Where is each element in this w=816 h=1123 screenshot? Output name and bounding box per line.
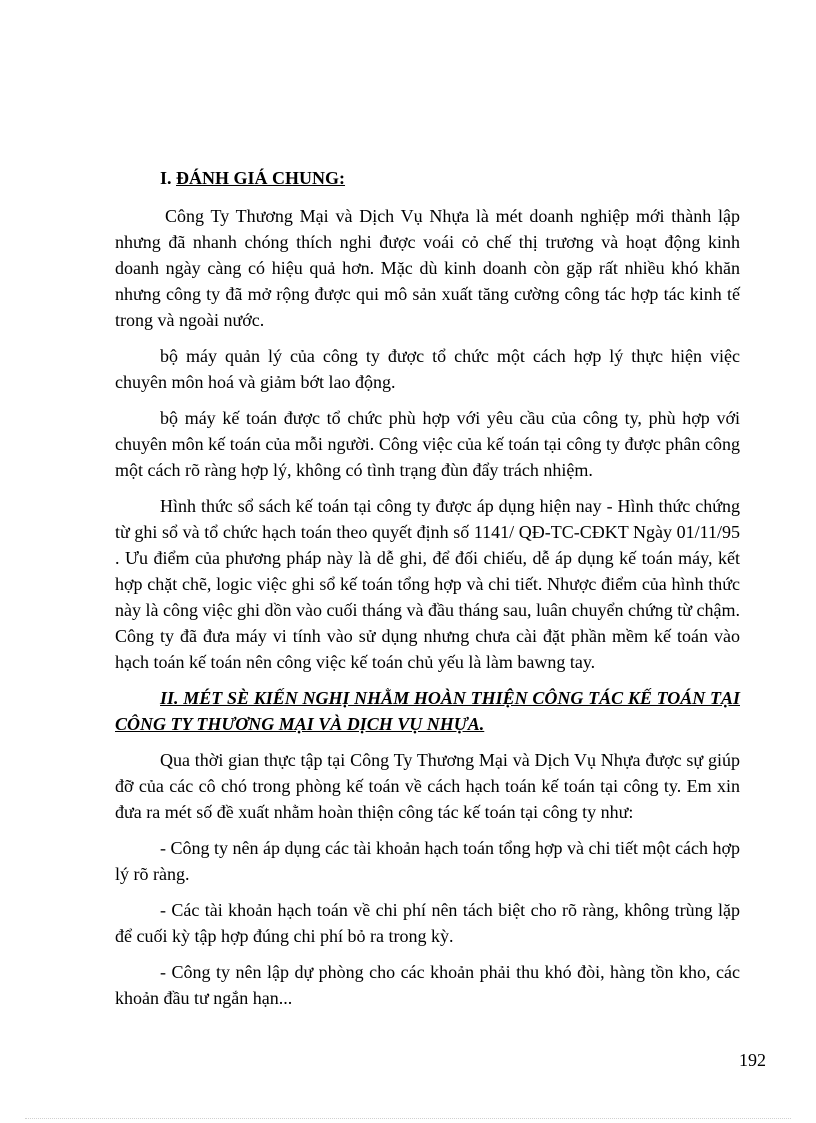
section-1-heading [160,165,740,191]
recommendation-1: - Công ty nên áp dụng các tài khoản hạch toán tổng hợp và chi tiết một cách hợp lý rõ ràng. [115,838,740,884]
recommendation-2: - Các tài khoản hạch toán về chi phí nên tách biệt cho rõ ràng, không trùng lặp để cuối kỳ tập hợp đúng chi phí bỏ ra trong kỳ. [115,900,740,946]
document-body [115,165,740,1021]
paragraph-4: Hình thức sổ sách kế toán tại công ty được áp dụng hiện nay - Hình thức chứng từ ghi sổ và tổ chức hạch toán theo quyết định số 1141/ QĐ-TC-CĐKT Ngày 01/11/95 . Ưu điểm của phương pháp này là dễ ghi, để đối chiếu, dễ áp dụng kế toán máy, kết hợp chặt chẽ, logic việc ghi sổ kế toán tổng hợp và chi tiết. Nhược điểm của hình thức này là công việc ghi dồn vào cuối tháng và đầu tháng sau, luân chuyển chứng từ chậm. Công ty đã đưa máy vi tính vào sử dụng nhưng chưa cài đặt phần mềm kế toán vào hạch toán kế toán nên công việc kế toán chủ yếu là làm bawng tay. [115,496,740,672]
paragraph-2: bộ máy quản lý của công ty được tổ chức một cách hợp lý thực hiện việc chuyên môn hoá và giảm bớt lao động. [115,346,740,392]
paragraph-3: bộ máy kế toán được tổ chức phù hợp với yêu cầu của công ty, phù hợp với chuyên môn kế toán của mỗi người. Công việc của kế toán tại công ty được phân công một cách rõ ràng hợp lý, không có tình trạng đùn đẩy trách nhiệm. [115,408,740,480]
page-bottom-divider [25,1118,791,1119]
section-1-title: ĐÁNH GIÁ CHUNG: [176,168,346,188]
section-1-number: I. [160,168,172,188]
recommendation-3: - Công ty nên lập dự phòng cho các khoản phải thu khó đòi, hàng tồn kho, các khoản đầu tư ngắn hạn... [115,962,740,1008]
paragraph-1: Công Ty Thương Mại và Dịch Vụ Nhựa là mét doanh nghiệp mới thành lập nhưng đã nhanh chóng thích nghi được voái cỏ chế thị trương và hoạt động kinh doanh ngày càng có hiệu quả hơn. Mặc dù kinh doanh còn gặp rất nhiều khó khăn nhưng công ty đã mở rộng được qui mô sản xuất tăng cường công tác hợp tác kinh tế trong và ngoài nước. [115,206,740,330]
page-number: 192 [739,1050,766,1070]
section-2-heading: II. MÉT SÈ KIẾN NGHỊ NHẰM HOÀN THIỆN CÔNG TÁC KẾ TOÁN TẠI CÔNG TY THƯƠNG MẠI VÀ DỊCH VỤ NHỰA. [115,688,740,734]
paragraph-5: Qua thời gian thực tập tại Công Ty Thương Mại và Dịch Vụ Nhựa được sự giúp đỡ của các cô chó trong phòng kế toán về cách hạch toán kế toán tại công ty. Em xin đưa ra mét số đề xuất nhằm hoàn thiện công tác kế toán tại công ty như: [115,750,740,822]
